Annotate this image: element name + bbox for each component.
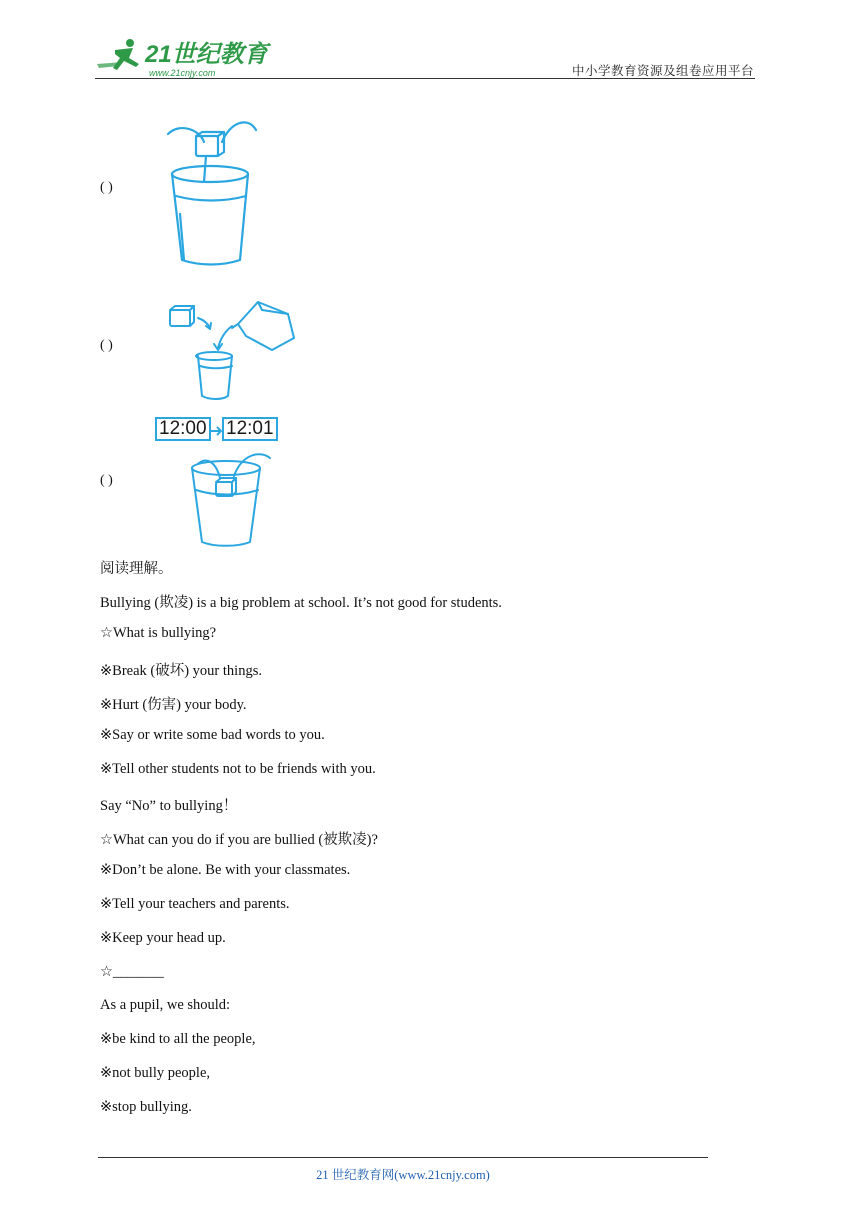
- passage-line: Bullying (欺凌) is a big problem at school. It’s not good for students.: [100, 595, 502, 611]
- header-divider: [95, 78, 755, 79]
- passage-line: ※not bully people,: [100, 1065, 211, 1081]
- passage-line: Say “No” to bullying！: [100, 798, 238, 814]
- passage-line: ※Tell your teachers and parents.: [100, 896, 290, 912]
- passage-line: ※Don’t be alone. Be with your classmates.: [100, 862, 351, 878]
- passage-line: ※Tell other students not to be friends with you.: [100, 761, 376, 777]
- clock-to: 12:01: [222, 417, 278, 441]
- passage-line: ※Say or write some bad words to you.: [100, 727, 325, 743]
- passage-line: ※stop bullying.: [100, 1099, 192, 1115]
- site-logo: [93, 34, 268, 80]
- passage-line: ☆What is bullying?: [100, 625, 217, 641]
- section-heading: 阅读理解。: [100, 561, 173, 577]
- passage-blank-line: ☆_______: [100, 964, 164, 980]
- passage-line: ※Hurt (伤害) your body.: [100, 697, 247, 713]
- answer-blank-3: ( ): [100, 473, 113, 488]
- passage-line: ※be kind to all the people,: [100, 1031, 256, 1047]
- svg-text:21世纪教育: 21世纪教育: [145, 41, 268, 68]
- footer-divider: [98, 1157, 708, 1158]
- answer-blank-1: ( ): [100, 180, 113, 195]
- clock-from: 12:00: [155, 417, 211, 441]
- footer-text: 21 世纪教育网(www.21cnjy.com): [316, 1168, 490, 1182]
- glass-with-dangling-ice-illustration: [160, 112, 270, 277]
- passage-line: ※Break (破坏) your things.: [100, 663, 262, 679]
- ice-and-milk-into-glass-illustration: [160, 296, 310, 411]
- glass-with-ice-in-water-illustration: [186, 448, 286, 553]
- answer-blank-2: ( ): [100, 338, 113, 353]
- passage-line: ※Keep your head up.: [100, 930, 226, 946]
- svg-text:www.21cnjy.com: www.21cnjy.com: [149, 68, 216, 78]
- runner-icon: [97, 39, 139, 70]
- passage-line: As a pupil, we should:: [100, 997, 231, 1013]
- header-tagline: 中小学教育资源及组卷应用平台: [572, 64, 755, 78]
- passage-line: ☆What can you do if you are bullied (被欺凌)?: [100, 832, 378, 848]
